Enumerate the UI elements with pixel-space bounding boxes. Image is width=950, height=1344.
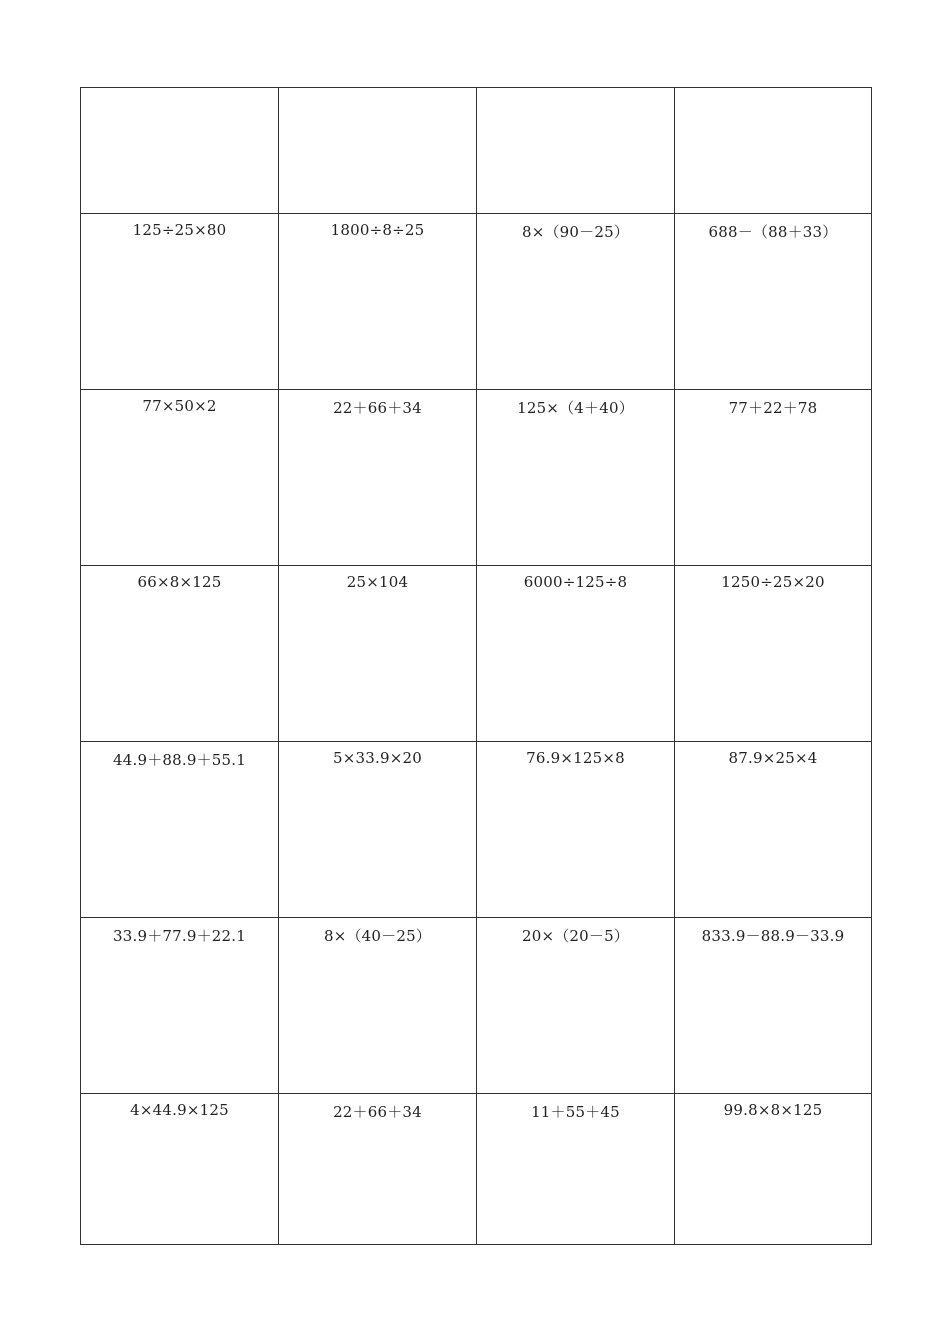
blank-cell (675, 88, 872, 214)
problem-cell: 77×50×2 (81, 390, 279, 566)
problem-cell: 125×（4＋40） (477, 390, 675, 566)
problem-cell: 1250÷25×20 (675, 566, 872, 742)
problem-cell: 8×（90－25） (477, 214, 675, 390)
table-row (81, 918, 872, 1094)
problem-cell: 76.9×125×8 (477, 742, 675, 918)
table-row (81, 390, 872, 566)
problem-cell: 688－（88＋33） (675, 214, 872, 390)
problem-cell: 87.9×25×4 (675, 742, 872, 918)
blank-cell (477, 88, 675, 214)
problem-cell: 11＋55＋45 (477, 1094, 675, 1245)
problem-cell: 66×8×125 (81, 566, 279, 742)
problem-cell: 22＋66＋34 (279, 1094, 477, 1245)
problem-cell: 5×33.9×20 (279, 742, 477, 918)
problem-cell: 125÷25×80 (81, 214, 279, 390)
problem-cell: 1800÷8÷25 (279, 214, 477, 390)
table-row (81, 88, 872, 214)
problem-cell: 99.8×8×125 (675, 1094, 872, 1245)
table-row (81, 214, 872, 390)
problem-cell: 33.9＋77.9＋22.1 (81, 918, 279, 1094)
problem-cell: 833.9－88.9－33.9 (675, 918, 872, 1094)
problem-cell: 20×（20－5） (477, 918, 675, 1094)
blank-cell (279, 88, 477, 214)
problem-cell: 77＋22＋78 (675, 390, 872, 566)
problem-cell: 8×（40－25） (279, 918, 477, 1094)
calculation-worksheet-table (80, 87, 872, 1245)
problem-cell: 22＋66＋34 (279, 390, 477, 566)
problem-cell: 25×104 (279, 566, 477, 742)
table-row (81, 1094, 872, 1245)
table-row (81, 566, 872, 742)
problem-cell: 6000÷125÷8 (477, 566, 675, 742)
problem-cell: 44.9＋88.9＋55.1 (81, 742, 279, 918)
problem-cell: 4×44.9×125 (81, 1094, 279, 1245)
blank-cell (81, 88, 279, 214)
table-row (81, 742, 872, 918)
